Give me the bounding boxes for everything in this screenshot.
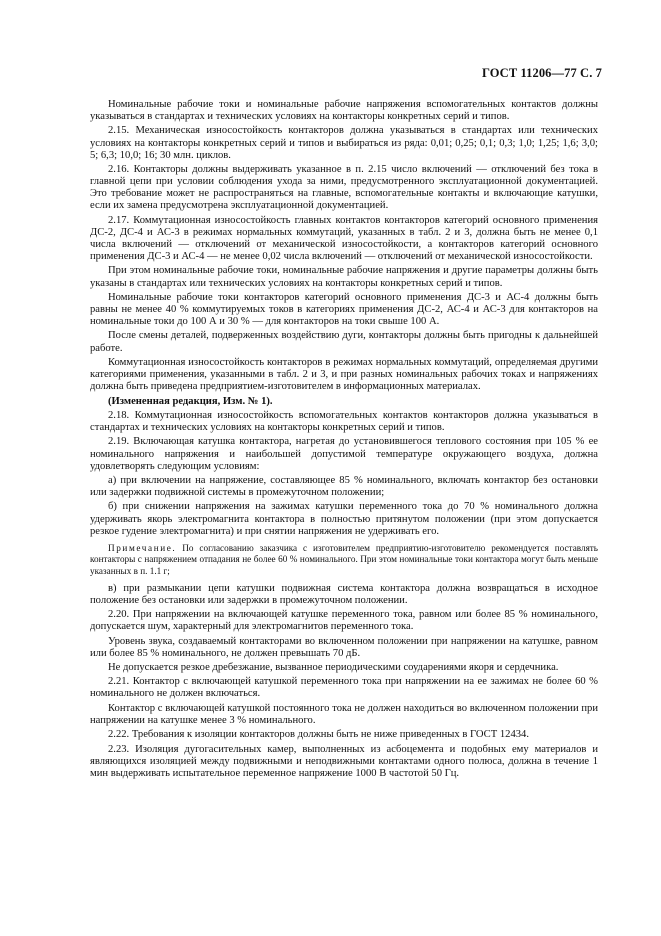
- amendment-note: (Измененная редакция, Изм. № 1).: [108, 395, 273, 407]
- note-block: [90, 543, 598, 578]
- paragraph: 2.15. Механическая износостойкость контакторов должна указываться в стандартах или технических условиях на контакторы конкретных серий и типов и выбираться из ряда: 0,01; 0,25; 0,1; 0,3; 1,0; 1,25; 1,6; 3,0; 5; 6,3; 10,0; 16; 30 млн. циклов.: [90, 125, 598, 161]
- paragraph: При этом номинальные рабочие токи, номинальные рабочие напряжения и другие параметры должны быть указаны в стандартах или технических условиях на контакторы конкретных серий и типов.: [90, 265, 598, 289]
- paragraph: 2.17. Коммутационная износостойкость главных контактов контакторов категорий основного применения ДС-2, ДС-4 и АС-3 в режимах нормальных коммутаций, указанных в табл. 2 и 3, должна быть не менее 0,1 числа включений — отключений от механической износостойкости, а контакторов категорий основного применения ДС-3 и АС-4 — не менее 0,02 числа включений — отключений от механической износостойкости.: [90, 214, 598, 263]
- list-item: в) при размыкании цепи катушки подвижная система контактора должна возвращаться в исходное положение без остановки или задержки в промежуточном положении.: [90, 582, 598, 606]
- page-header: ГОСТ 11206—77 С. 7: [481, 66, 602, 80]
- paragraph: 2.16. Контакторы должны выдерживать указанное в п. 2.15 число включений — отключений без тока в главной цепи при условии соблюдения ухода за ними, предусмотренного эксплуатационной документацией. Это требование может не распространяться на главные, вспомогательные контакты и включающие катушки, если их замена предусмотрена эксплуатационной документацией.: [90, 164, 598, 212]
- paragraph: Контактор с включающей катушкой постоянного тока не должен находиться во включенном положении при напряжении на катушке менее 3 % номинального.: [90, 702, 598, 726]
- paragraph: Номинальные рабочие токи контакторов категорий основного применения ДС-3 и АС-4 должны быть равны не менее 40 % коммутируемых токов в категориях применения ДС-2, АС-4 и АС-3 для контакторов на номинальные токи до 100 А и 30 % — для контакторов на токи свыше 100 А.: [90, 291, 598, 328]
- paragraph: Не допускается резкое дребезжание, вызванное периодическими соударениями якоря и сердечника.: [108, 661, 559, 673]
- paragraph: 2.19. Включающая катушка контактора, нагретая до установившегося теплового состояния при 105 % ее номинального напряжения и наибольшей допустимой температуре окружающего воздуха, должна удовлетворять следующим условиям:: [90, 436, 598, 472]
- note-text: По согласованию заказчика с изготовителем предприятию-изготовителю рекомендуется поставлять контакторы с напряжением отпадания не более 60 % номинального. При этом номинальные токи контактора могут быть меньше указанных в п. 1.1 г;: [90, 542, 598, 576]
- paragraph: 2.21. Контактор с включающей катушкой переменного тока при напряжении на ее зажимах не более 60 % номинального не должен включаться.: [90, 676, 598, 700]
- paragraph: Уровень звука, создаваемый контакторами во включенном положении при напряжении на катушке, равном или более 85 % номинального, не должен превышать 70 дБ.: [90, 635, 598, 659]
- paragraph: 2.18. Коммутационная износостойкость вспомогательных контактов контакторов должна указываться в стандартах и технических условиях на контакторы конкретных серий и типов.: [90, 409, 598, 434]
- note-label: Примечание.: [108, 542, 177, 553]
- paragraph: 2.20. При напряжении на включающей катушке переменного тока, равном или более 85 % номинального, допускается шум, характерный для электромагнитов переменного тока.: [90, 609, 598, 633]
- list-item: б) при снижении напряжения на зажимах катушки переменного тока до 70 % номинального должна удерживать якорь электромагнита контактора в полностью притянутом положении (при этом допускается резкое гудение электромагнита) и при снятии напряжения не удерживать его.: [90, 501, 598, 537]
- paragraph: Коммутационная износостойкость контакторов в режимах нормальных коммутаций, определяемая другими категориями применения, указанными в табл. 2 и 3, и при разных номинальных рабочих токах и напряжениях должна быть приведена предприятием-изготовителем в информационных материалах.: [90, 356, 598, 393]
- paragraph: Номинальные рабочие токи и номинальные рабочие напряжения вспомогательных контактов должны указываться в стандартах и технических условиях на контакторы конкретных серий и типов.: [90, 99, 598, 123]
- paragraph: 2.23. Изоляция дугогасительных камер, выполненных из асбоцемента и подобных ему материалов и являющихся изоляцией между подвижными и неподвижными контактами одного полюса, должна в течение 1 мин выдерживать испытательное переменное напряжение 1000 В частотой 50 Гц.: [90, 743, 598, 779]
- paragraph: 2.22. Требования к изоляции контакторов должны быть не ниже приведенных в ГОСТ 12434.: [108, 729, 529, 741]
- paragraph: После смены деталей, подверженных воздействию дуги, контакторы должны быть пригодны к дальнейшей работе.: [90, 330, 598, 354]
- list-item: а) при включении на напряжение, составляющее 85 % номинального, включать контактор без остановки или задержки подвижной системы в промежуточном положении;: [90, 474, 598, 499]
- document-body: [90, 99, 598, 782]
